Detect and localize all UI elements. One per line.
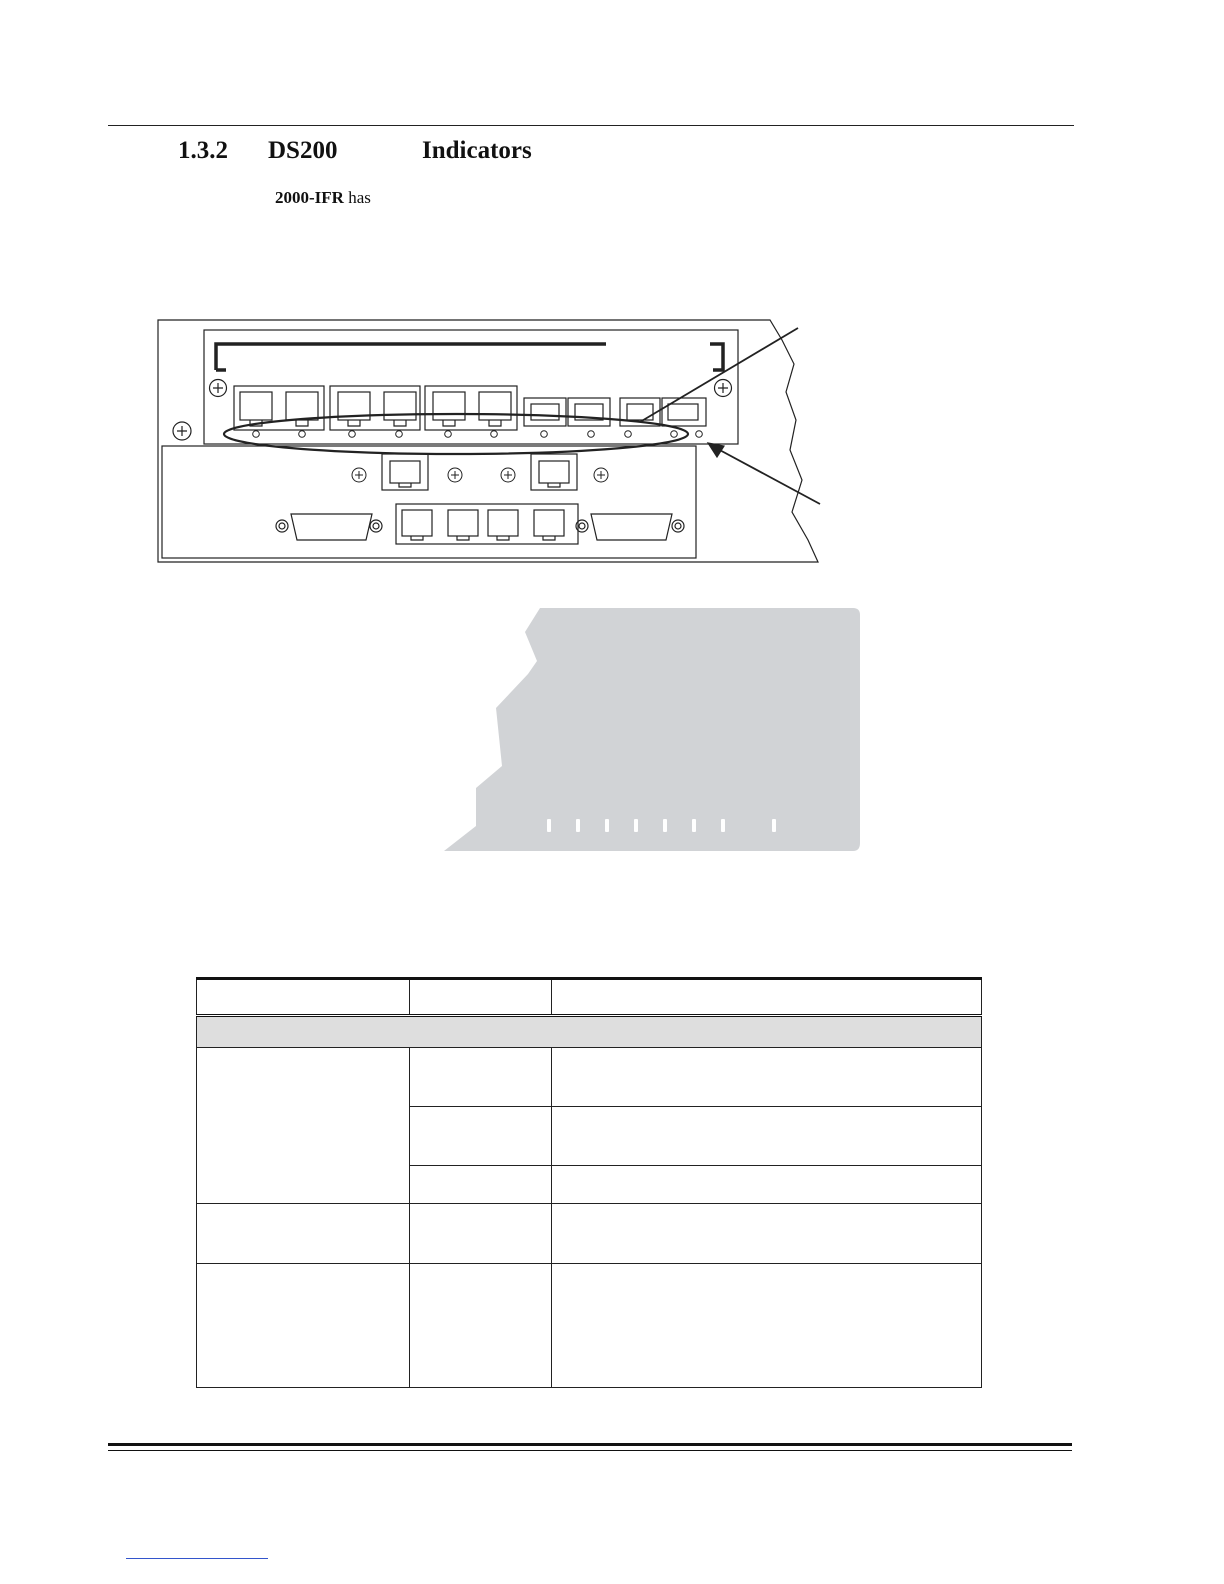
rj45-port-icon [534,510,564,540]
rj45-port-icon [539,461,569,487]
description-cell [552,1107,982,1166]
bottom-rule-thin [108,1450,1072,1451]
header-cell [410,979,552,1016]
rj45-port-icon [448,510,478,540]
status-cell [410,1264,552,1388]
sfp-port-icon [524,398,566,426]
top-rule [108,125,1074,126]
sfp-port-icon [568,398,610,426]
status-cell [410,1204,552,1264]
port-group-3 [425,386,517,430]
footer-link[interactable] [126,1558,268,1559]
rj45-port-icon [402,510,432,540]
indicator-cell [197,1264,410,1388]
intro-verb: has [348,188,371,207]
table-row [197,1204,982,1264]
description-cell [552,1264,982,1388]
intro-model: 2000-IFR [275,188,344,207]
led-row [253,431,703,438]
section-label [197,1016,982,1048]
indicator-cell [197,1048,410,1204]
rj45-port-icon [488,510,518,540]
rj45-port-icon [390,461,420,487]
led-indicator-table [196,977,982,1388]
section-title-indicators: Indicators [422,137,532,164]
callout-line [640,328,798,422]
indicator-cell [197,1204,410,1264]
mgmt-port-frame [531,454,577,490]
serial-connector-icon [576,514,684,540]
rj45-port-icon [433,392,465,426]
status-cell [410,1048,552,1107]
table-section-row [197,1016,982,1048]
status-cell [410,1107,552,1166]
bracket-right [710,344,723,370]
section-title-product: DS200 [268,137,338,164]
bottom-rule-thick [108,1443,1072,1446]
screw-icon [715,380,732,397]
callout-arrow [716,448,820,504]
upper-module [204,330,738,444]
rj45-port-icon [338,392,370,426]
bracket-bar [216,344,606,370]
rj45-port-icon [384,392,416,426]
screw-icon [173,422,191,440]
description-cell [552,1048,982,1107]
arrow-head-icon [708,443,724,457]
console-port-frame [382,454,428,490]
serial-connector-icon [276,514,382,540]
intro-text [275,188,371,208]
led-label-inset [440,604,864,856]
table-row [197,1264,982,1388]
screw-icon [501,468,515,482]
header-cell [552,979,982,1016]
front-panel-figure [150,312,840,574]
table-row [197,1048,982,1107]
lower-module [162,446,696,558]
screw-icon [210,380,227,397]
screw-icon [448,468,462,482]
rj45-port-icon [240,392,272,426]
port-group-1 [234,386,324,430]
rj45-port-icon [479,392,511,426]
screw-icon [594,468,608,482]
section-number: 1.3.2 [178,137,228,164]
description-cell [552,1204,982,1264]
description-cell [552,1166,982,1204]
header-cell [197,979,410,1016]
status-cell [410,1166,552,1204]
screw-icon [352,468,366,482]
sfp-port-icon [662,398,706,426]
inset-background [444,608,860,851]
table-header-row [197,979,982,1016]
